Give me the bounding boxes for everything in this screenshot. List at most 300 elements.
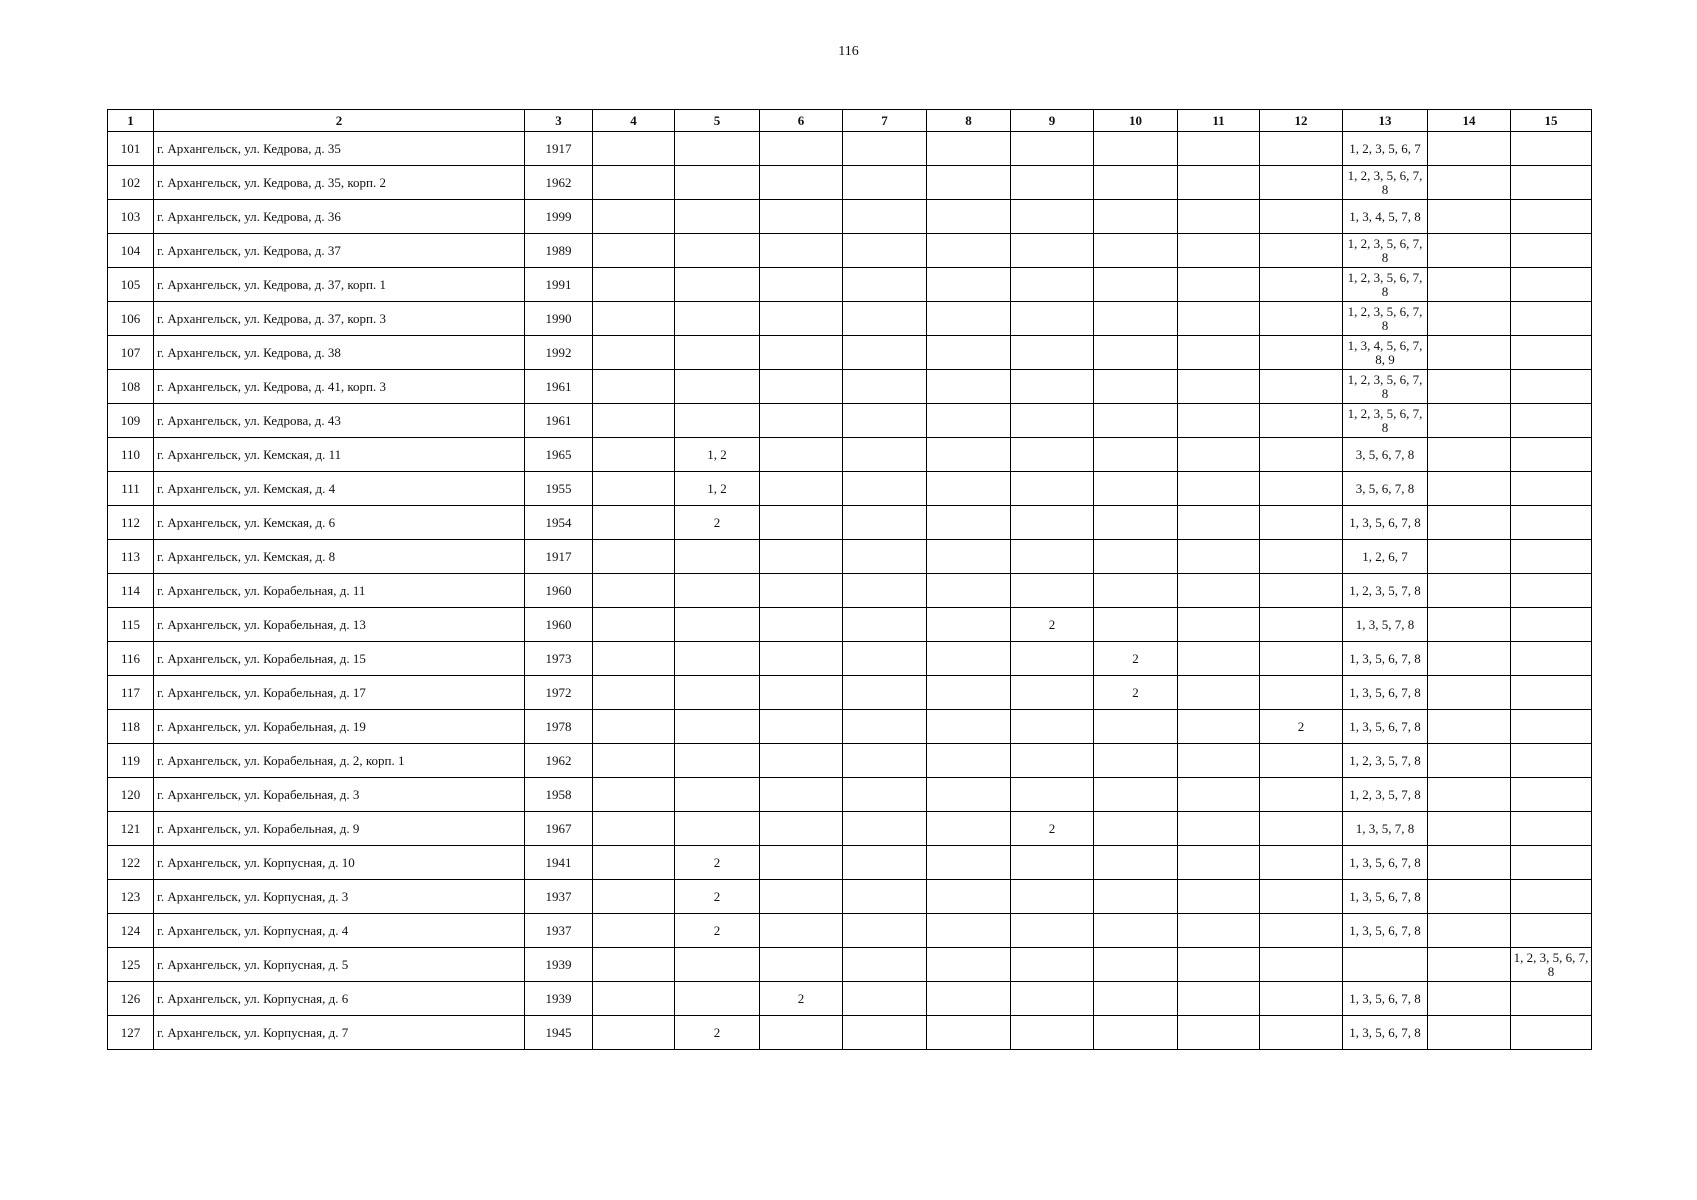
column-12-cell: 2 [1260,710,1343,744]
column-11-cell [1178,982,1260,1016]
column-6-cell [760,812,843,846]
column-5-cell [675,574,760,608]
year-cell: 1937 [525,880,593,914]
column-header-1: 1 [108,110,154,132]
year-cell: 1962 [525,166,593,200]
column-11-cell [1178,132,1260,166]
column-7-cell [843,982,927,1016]
row-number-cell: 103 [108,200,154,234]
table-row [108,812,1592,846]
column-14-cell [1428,778,1511,812]
column-8-cell [927,472,1011,506]
column-9-cell [1011,302,1094,336]
register-table [107,109,1592,1050]
column-14-cell [1428,506,1511,540]
row-number-cell: 115 [108,608,154,642]
column-9-cell [1011,1016,1094,1050]
column-6-cell [760,268,843,302]
table-row [108,540,1592,574]
column-6-cell [760,336,843,370]
row-number-cell: 118 [108,710,154,744]
column-8-cell [927,506,1011,540]
column-9-cell [1011,540,1094,574]
address-cell: г. Архангельск, ул. Кемская, д. 6 [154,506,525,540]
table-row [108,846,1592,880]
column-4-cell [593,676,675,710]
column-7-cell [843,540,927,574]
column-4-cell [593,642,675,676]
year-cell: 1941 [525,846,593,880]
column-12-cell [1260,744,1343,778]
column-5-cell [675,302,760,336]
column-10-cell [1094,948,1178,982]
column-12-cell [1260,880,1343,914]
column-10-cell: 2 [1094,642,1178,676]
column-11-cell [1178,268,1260,302]
address-cell: г. Архангельск, ул. Корпусная, д. 3 [154,880,525,914]
column-15-cell [1511,574,1592,608]
column-9-cell: 2 [1011,608,1094,642]
column-header-10: 10 [1094,110,1178,132]
column-9-cell [1011,574,1094,608]
column-6-cell [760,234,843,268]
column-7-cell [843,472,927,506]
table-row [108,608,1592,642]
column-11-cell [1178,166,1260,200]
column-10-cell [1094,438,1178,472]
column-11-cell [1178,1016,1260,1050]
column-14-cell [1428,472,1511,506]
column-11-cell [1178,744,1260,778]
table-row [108,710,1592,744]
year-cell: 1939 [525,982,593,1016]
column-13-cell: 1, 3, 5, 6, 7, 8 [1343,914,1428,948]
column-6-cell [760,914,843,948]
column-13-cell: 1, 3, 5, 6, 7, 8 [1343,1016,1428,1050]
column-5-cell: 2 [675,506,760,540]
column-9-cell: 2 [1011,812,1094,846]
column-15-cell [1511,540,1592,574]
column-7-cell [843,404,927,438]
column-8-cell [927,744,1011,778]
column-5-cell [675,608,760,642]
column-13-cell: 1, 2, 3, 5, 7, 8 [1343,744,1428,778]
column-8-cell [927,336,1011,370]
table-row [108,642,1592,676]
table-row [108,778,1592,812]
column-12-cell [1260,540,1343,574]
column-12-cell [1260,1016,1343,1050]
column-4-cell [593,302,675,336]
year-cell: 1973 [525,642,593,676]
column-header-15: 15 [1511,110,1592,132]
column-12-cell [1260,404,1343,438]
column-4-cell [593,370,675,404]
column-14-cell [1428,744,1511,778]
table-row [108,370,1592,404]
column-11-cell [1178,302,1260,336]
row-number-cell: 107 [108,336,154,370]
year-cell: 1999 [525,200,593,234]
column-12-cell [1260,948,1343,982]
column-15-cell [1511,812,1592,846]
column-15-cell [1511,472,1592,506]
column-15-cell [1511,200,1592,234]
row-number-cell: 125 [108,948,154,982]
column-10-cell [1094,914,1178,948]
header-row [108,110,1592,132]
column-4-cell [593,336,675,370]
column-11-cell [1178,472,1260,506]
table-row [108,404,1592,438]
column-12-cell [1260,778,1343,812]
column-header-6: 6 [760,110,843,132]
column-5-cell [675,404,760,438]
column-6-cell: 2 [760,982,843,1016]
column-6-cell [760,302,843,336]
address-cell: г. Архангельск, ул. Кедрова, д. 41, корп. 3 [154,370,525,404]
column-8-cell [927,302,1011,336]
column-header-13: 13 [1343,110,1428,132]
column-5-cell [675,166,760,200]
column-8-cell [927,234,1011,268]
column-12-cell [1260,642,1343,676]
column-8-cell [927,574,1011,608]
year-cell: 1962 [525,744,593,778]
column-7-cell [843,1016,927,1050]
column-9-cell [1011,744,1094,778]
column-13-cell: 1, 2, 3, 5, 7, 8 [1343,778,1428,812]
column-6-cell [760,880,843,914]
address-cell: г. Архангельск, ул. Корабельная, д. 17 [154,676,525,710]
address-cell: г. Архангельск, ул. Кедрова, д. 37, корп. 3 [154,302,525,336]
column-6-cell [760,948,843,982]
address-cell: г. Архангельск, ул. Корабельная, д. 11 [154,574,525,608]
table-row [108,200,1592,234]
column-header-11: 11 [1178,110,1260,132]
column-4-cell [593,200,675,234]
column-11-cell [1178,506,1260,540]
column-4-cell [593,1016,675,1050]
column-15-cell [1511,778,1592,812]
column-13-cell: 1, 2, 3, 5, 6, 7, 8 [1343,302,1428,336]
column-13-cell: 1, 3, 5, 7, 8 [1343,812,1428,846]
address-cell: г. Архангельск, ул. Кедрова, д. 38 [154,336,525,370]
column-4-cell [593,778,675,812]
column-13-cell: 1, 2, 3, 5, 6, 7 [1343,132,1428,166]
row-number-cell: 112 [108,506,154,540]
year-cell: 1961 [525,370,593,404]
column-13-cell: 1, 3, 5, 7, 8 [1343,608,1428,642]
address-cell: г. Архангельск, ул. Кедрова, д. 35 [154,132,525,166]
column-4-cell [593,166,675,200]
column-10-cell [1094,370,1178,404]
year-cell: 1990 [525,302,593,336]
address-cell: г. Архангельск, ул. Корабельная, д. 3 [154,778,525,812]
column-7-cell [843,268,927,302]
year-cell: 1965 [525,438,593,472]
table-row [108,132,1592,166]
row-number-cell: 113 [108,540,154,574]
column-header-5: 5 [675,110,760,132]
row-number-cell: 106 [108,302,154,336]
column-11-cell [1178,676,1260,710]
column-12-cell [1260,574,1343,608]
column-4-cell [593,574,675,608]
column-9-cell [1011,404,1094,438]
column-5-cell [675,268,760,302]
column-14-cell [1428,268,1511,302]
column-15-cell [1511,710,1592,744]
column-9-cell [1011,200,1094,234]
column-10-cell [1094,200,1178,234]
column-15-cell [1511,336,1592,370]
column-15-cell [1511,846,1592,880]
column-5-cell [675,234,760,268]
year-cell: 1960 [525,574,593,608]
year-cell: 1991 [525,268,593,302]
column-4-cell [593,540,675,574]
column-7-cell [843,642,927,676]
page-number: 116 [838,44,859,59]
column-12-cell [1260,370,1343,404]
column-header-4: 4 [593,110,675,132]
column-11-cell [1178,914,1260,948]
column-12-cell [1260,846,1343,880]
column-4-cell [593,438,675,472]
row-number-cell: 105 [108,268,154,302]
row-number-cell: 101 [108,132,154,166]
column-14-cell [1428,302,1511,336]
column-11-cell [1178,778,1260,812]
column-11-cell [1178,608,1260,642]
table-row [108,472,1592,506]
year-cell: 1939 [525,948,593,982]
column-9-cell [1011,778,1094,812]
table-row [108,234,1592,268]
column-9-cell [1011,438,1094,472]
column-12-cell [1260,812,1343,846]
column-14-cell [1428,200,1511,234]
column-14-cell [1428,846,1511,880]
column-14-cell [1428,642,1511,676]
table-row [108,982,1592,1016]
column-14-cell [1428,948,1511,982]
column-12-cell [1260,268,1343,302]
column-12-cell [1260,506,1343,540]
column-5-cell [675,744,760,778]
column-13-cell: 1, 2, 3, 5, 6, 7, 8 [1343,404,1428,438]
year-cell: 1960 [525,608,593,642]
column-5-cell [675,540,760,574]
row-number-cell: 109 [108,404,154,438]
column-header-3: 3 [525,110,593,132]
column-8-cell [927,846,1011,880]
column-7-cell [843,948,927,982]
column-5-cell: 2 [675,880,760,914]
column-15-cell [1511,268,1592,302]
column-8-cell [927,676,1011,710]
column-14-cell [1428,812,1511,846]
column-4-cell [593,880,675,914]
column-8-cell [927,608,1011,642]
column-10-cell [1094,710,1178,744]
column-6-cell [760,676,843,710]
column-8-cell [927,948,1011,982]
column-11-cell [1178,812,1260,846]
column-9-cell [1011,472,1094,506]
table-row [108,1016,1592,1050]
column-5-cell [675,710,760,744]
column-5-cell [675,336,760,370]
column-15-cell [1511,506,1592,540]
column-11-cell [1178,234,1260,268]
address-cell: г. Архангельск, ул. Кедрова, д. 37, корп. 1 [154,268,525,302]
column-11-cell [1178,710,1260,744]
column-header-12: 12 [1260,110,1343,132]
column-9-cell [1011,982,1094,1016]
row-number-cell: 117 [108,676,154,710]
column-9-cell [1011,132,1094,166]
column-10-cell [1094,472,1178,506]
row-number-cell: 122 [108,846,154,880]
column-5-cell [675,948,760,982]
column-6-cell [760,472,843,506]
address-cell: г. Архангельск, ул. Кедрова, д. 35, корп. 2 [154,166,525,200]
column-7-cell [843,744,927,778]
column-14-cell [1428,914,1511,948]
column-5-cell [675,778,760,812]
column-15-cell [1511,982,1592,1016]
column-8-cell [927,914,1011,948]
year-cell: 1917 [525,540,593,574]
year-cell: 1958 [525,778,593,812]
table-row [108,914,1592,948]
column-8-cell [927,812,1011,846]
column-14-cell [1428,132,1511,166]
column-9-cell [1011,642,1094,676]
row-number-cell: 108 [108,370,154,404]
column-14-cell [1428,166,1511,200]
column-15-cell [1511,234,1592,268]
column-10-cell [1094,302,1178,336]
column-12-cell [1260,676,1343,710]
column-10-cell [1094,540,1178,574]
column-12-cell [1260,982,1343,1016]
column-8-cell [927,438,1011,472]
year-cell: 1992 [525,336,593,370]
column-header-8: 8 [927,110,1011,132]
column-14-cell [1428,234,1511,268]
column-5-cell [675,132,760,166]
column-7-cell [843,778,927,812]
column-10-cell [1094,744,1178,778]
year-cell: 1917 [525,132,593,166]
column-14-cell [1428,540,1511,574]
column-6-cell [760,506,843,540]
column-14-cell [1428,710,1511,744]
column-6-cell [760,200,843,234]
address-cell: г. Архангельск, ул. Корпусная, д. 7 [154,1016,525,1050]
column-10-cell [1094,404,1178,438]
column-13-cell: 1, 2, 3, 5, 6, 7, 8 [1343,370,1428,404]
column-7-cell [843,846,927,880]
column-11-cell [1178,642,1260,676]
column-13-cell: 1, 2, 3, 5, 6, 7, 8 [1343,166,1428,200]
column-7-cell [843,438,927,472]
column-10-cell [1094,506,1178,540]
table-row [108,948,1592,982]
address-cell: г. Архангельск, ул. Кедрова, д. 36 [154,200,525,234]
column-10-cell [1094,1016,1178,1050]
column-14-cell [1428,982,1511,1016]
column-6-cell [760,438,843,472]
column-7-cell [843,914,927,948]
table-row [108,744,1592,778]
column-7-cell [843,132,927,166]
column-6-cell [760,744,843,778]
address-cell: г. Архангельск, ул. Кемская, д. 8 [154,540,525,574]
address-cell: г. Архангельск, ул. Корпусная, д. 4 [154,914,525,948]
column-13-cell: 1, 2, 3, 5, 7, 8 [1343,574,1428,608]
table-row [108,506,1592,540]
column-5-cell: 1, 2 [675,472,760,506]
column-7-cell [843,166,927,200]
column-13-cell: 3, 5, 6, 7, 8 [1343,438,1428,472]
column-10-cell [1094,778,1178,812]
column-7-cell [843,574,927,608]
column-4-cell [593,710,675,744]
column-8-cell [927,778,1011,812]
year-cell: 1972 [525,676,593,710]
column-15-cell [1511,404,1592,438]
row-number-cell: 102 [108,166,154,200]
column-6-cell [760,778,843,812]
column-6-cell [760,710,843,744]
column-13-cell: 1, 2, 3, 5, 6, 7, 8 [1343,234,1428,268]
column-11-cell [1178,200,1260,234]
column-10-cell [1094,268,1178,302]
column-13-cell: 1, 3, 4, 5, 6, 7, 8, 9 [1343,336,1428,370]
column-14-cell [1428,336,1511,370]
address-cell: г. Архангельск, ул. Корабельная, д. 2, корп. 1 [154,744,525,778]
year-cell: 1989 [525,234,593,268]
column-10-cell [1094,336,1178,370]
address-cell: г. Архангельск, ул. Кедрова, д. 37 [154,234,525,268]
column-5-cell [675,812,760,846]
address-cell: г. Архангельск, ул. Корабельная, д. 15 [154,642,525,676]
column-9-cell [1011,676,1094,710]
row-number-cell: 110 [108,438,154,472]
column-15-cell [1511,302,1592,336]
column-13-cell: 1, 3, 5, 6, 7, 8 [1343,846,1428,880]
column-14-cell [1428,438,1511,472]
column-13-cell: 1, 3, 5, 6, 7, 8 [1343,676,1428,710]
column-10-cell [1094,880,1178,914]
column-14-cell [1428,404,1511,438]
column-8-cell [927,880,1011,914]
row-number-cell: 104 [108,234,154,268]
year-cell: 1945 [525,1016,593,1050]
column-12-cell [1260,166,1343,200]
column-13-cell: 1, 2, 6, 7 [1343,540,1428,574]
column-11-cell [1178,880,1260,914]
column-9-cell [1011,846,1094,880]
column-11-cell [1178,948,1260,982]
table-row [108,268,1592,302]
column-7-cell [843,710,927,744]
column-4-cell [593,472,675,506]
